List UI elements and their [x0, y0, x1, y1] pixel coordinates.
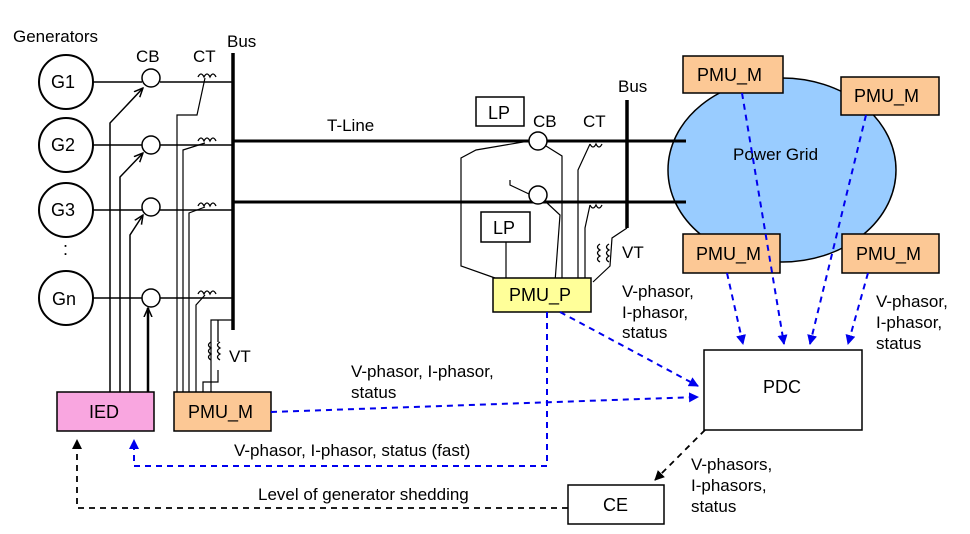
annotation-line: status [351, 383, 397, 402]
annotation-grid-to-pdc [876, 292, 948, 353]
vt-left-label: VT [229, 347, 251, 366]
lp-bottom-label: LP [493, 218, 516, 238]
annotation-line: V-phasor, I-phasor, [351, 362, 494, 381]
generator-label: G3 [51, 200, 76, 220]
generator-3 [39, 183, 93, 237]
annotation-shedding: Level of generator shedding [258, 485, 469, 504]
generator-label: G2 [51, 135, 76, 155]
circuit-breakers-left [142, 69, 160, 307]
annotation-pmup-to-pdc [622, 282, 694, 342]
annotation-line: I-phasor, [622, 303, 689, 322]
generator-2 [39, 118, 93, 172]
annotation-line: I-phasor, [876, 313, 943, 332]
generator-label: G1 [51, 72, 76, 92]
ied-control-lines [110, 88, 148, 392]
annotation-line: I-phasors, [691, 476, 767, 495]
pmu-m-local-box [174, 392, 271, 431]
grid-pmu-box-1 [683, 56, 783, 93]
annotation-line: V-phasors, [691, 455, 773, 474]
power-grid-label: Power Grid [733, 145, 819, 164]
pmu-m-local-label: PMU_M [188, 402, 254, 422]
grid-pmu-label: PMU_M [696, 244, 762, 264]
feeder-lines [93, 82, 233, 298]
annotation-line: status [876, 334, 922, 353]
annotation-line: V-phasor, [622, 282, 694, 301]
pmu-p-label: PMU_P [509, 285, 572, 305]
grid-pmu-label: PMU_M [854, 86, 920, 106]
ct-measurement-lines-left [177, 78, 233, 392]
generator-label: Gn [52, 289, 77, 309]
left-bus-label: Bus [227, 32, 257, 51]
annotation-line: V-phasor, [876, 292, 948, 311]
voltage-transformer-left [209, 320, 221, 360]
lp-box-top [476, 97, 524, 126]
ct-right-label: CT [583, 112, 606, 131]
ied-label: IED [89, 402, 120, 422]
grid-pmu-box-4 [842, 234, 939, 273]
ct-left-label: CT [193, 47, 216, 66]
annotation-pmum-to-pdc [351, 362, 494, 402]
right-bus-label: Bus [618, 77, 648, 96]
ce-label: CE [603, 495, 629, 515]
tline-label: T-Line [327, 116, 375, 135]
generator-ellipsis: : [63, 239, 69, 259]
grid-pmu-box-3 [683, 234, 780, 273]
generators-title: Generators [13, 27, 99, 46]
grid-pmu-box-2 [841, 77, 939, 115]
grid-pmu-label: PMU_M [697, 65, 763, 85]
pdc-box [704, 350, 862, 430]
grid-pmu-label: PMU_M [856, 244, 922, 264]
cb-left-label: CB [136, 47, 160, 66]
generator-n [39, 271, 93, 325]
current-transformers-right [590, 144, 602, 208]
current-transformers-left [198, 74, 216, 294]
annotation-fast-link: V-phasor, I-phasor, status (fast) [234, 441, 471, 460]
vt-right-label: VT [622, 243, 644, 262]
annotation-pdc-to-ce [691, 455, 772, 516]
cb-right-label: CB [533, 112, 557, 131]
ce-box [568, 485, 664, 524]
annotation-line: status [622, 323, 668, 342]
circuit-breakers-right [529, 132, 547, 204]
ied-box [57, 392, 154, 431]
lp-top-label: LP [488, 103, 511, 123]
voltage-transformer-right [598, 244, 610, 262]
annotation-line: status [691, 497, 737, 516]
lp-box-bottom [481, 212, 530, 242]
pmu-p-box [493, 278, 591, 312]
generator-1 [39, 55, 93, 109]
pdc-label: PDC [763, 377, 802, 397]
